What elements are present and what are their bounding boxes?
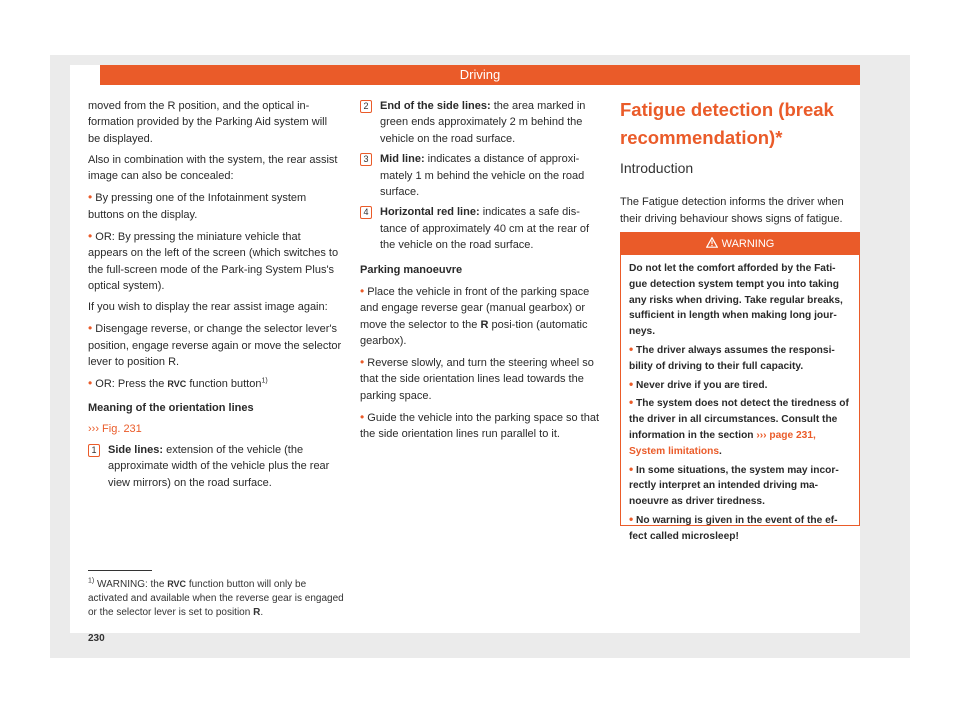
footnote-divider xyxy=(88,570,152,571)
list-item: • OR: By pressing the miniature vehicle that appears on the left of the screen (which switches to the full-screen mode of the Park-ing System Plus's optical system). xyxy=(88,228,339,293)
numbered-item: 3 Mid line: indicates a distance of approxi-mately 1 m behind the vehicle on the road surface. xyxy=(360,151,604,200)
warning-paragraph: Do not let the comfort afforded by the Fati-gue detection system tempt you into taking any risks when driving. Take regular breaks, sufficient in length when making long jour-neys. xyxy=(629,263,843,338)
bullet-icon: • xyxy=(88,190,93,205)
numbered-item: 4 Horizontal red line: indicates a safe dis-tance of approximately 40 cm at the rear of the vehicle on the road surface. xyxy=(360,204,604,253)
paragraph: Also in combination with the system, the rear assist image can also be concealed: xyxy=(88,153,338,183)
left-column xyxy=(88,98,342,495)
bullet-icon: • xyxy=(629,461,634,476)
bullet-icon: • xyxy=(629,341,634,356)
number-badge: 2 xyxy=(360,100,372,113)
subheading: Parking manoeuvre xyxy=(360,263,463,276)
bullet-icon: • xyxy=(629,511,634,526)
warning-body xyxy=(621,255,859,545)
list-item: • Reverse slowly, and turn the steering wheel so that the side orientation lines lead towards the parking space. xyxy=(360,355,594,402)
bullet-icon: • xyxy=(88,228,93,243)
section-subtitle: Introduction xyxy=(620,160,694,176)
paragraph: If you wish to display the rear assist image again: xyxy=(88,301,328,314)
list-item: • The system does not detect the tiredness of the driver in all circumstances. Consult the information in the section ››› page 231, System limitations. xyxy=(629,395,849,457)
page-number: 230 xyxy=(88,633,105,644)
bullet-icon: • xyxy=(629,376,634,391)
subheading: Meaning of the orientation lines xyxy=(88,401,254,414)
list-item: • Disengage reverse, or change the selector lever's position, engage reverse again or move the selector lever to position R. xyxy=(88,321,342,369)
list-item: • Never drive if you are tired. xyxy=(629,376,768,391)
numbered-item: 1 Side lines: extension of the vehicle (the approximate width of the vehicle plus the rear view mirrors) on the road surface. xyxy=(88,442,342,491)
number-badge: 1 xyxy=(88,444,100,457)
list-item: • By pressing one of the Infotainment system buttons on the display. xyxy=(88,190,307,221)
middle-column xyxy=(360,98,604,447)
list-item: • Guide the vehicle into the parking space so that the side orientation lines run parallel to it. xyxy=(360,409,600,441)
number-badge: 4 xyxy=(360,206,372,219)
warning-header: WARNING xyxy=(621,233,859,255)
section-title: Fatigue detection (break recommendation)* xyxy=(620,99,834,148)
number-badge: 3 xyxy=(360,153,372,166)
numbered-item: 2 End of the side lines: the area marked in green ends approximately 2 m behind the vehicle on the road surface. xyxy=(360,98,604,147)
right-column xyxy=(620,96,860,232)
bullet-icon: • xyxy=(360,283,365,298)
section-header: Driving xyxy=(100,65,860,85)
warning-box xyxy=(620,232,860,542)
footnote: $^{1)}$ WARNING: the RVC function button will only be activated and available when the reverse gear is engaged or the selector lever is set to position R. xyxy=(88,577,344,618)
bullet-icon: • xyxy=(629,395,634,410)
list-item: • The driver always assumes the responsi-bility of driving to their full capacity. xyxy=(629,341,835,372)
paragraph: moved from the R position, and the optical in-formation provided by the Parking Aid system will be displayed. xyxy=(88,100,328,145)
paragraph: The Fatigue detection informs the driver when their driving behaviour shows signs of fatigue. xyxy=(620,196,844,225)
page-link[interactable]: ››› page 231, System limitations xyxy=(629,429,816,457)
footnote-marker[interactable]: 1) xyxy=(261,377,268,385)
bullet-icon: • xyxy=(360,355,365,370)
figure-link[interactable]: ››› Fig. 231 xyxy=(88,422,142,435)
list-item: • In some situations, the system may incor-rectly interpret an intended driving ma-noeuvre as driver tiredness. xyxy=(629,461,839,508)
list-item: • Place the vehicle in front of the parking space and engage reverse gear (manual gearbox) or move the selector to the R posi-tion (automatic gearbox). xyxy=(360,283,590,347)
list-item: • OR: Press the RVC function button$^{1)}$ xyxy=(88,376,268,391)
bullet-icon: • xyxy=(88,376,93,391)
footnote-marker: 1) xyxy=(88,577,95,585)
bullet-icon: • xyxy=(88,321,93,336)
warning-triangle-icon xyxy=(706,237,718,248)
bullet-icon: • xyxy=(360,409,365,424)
list-item: • No warning is given in the event of the ef-fect called microsleep! xyxy=(629,511,838,542)
